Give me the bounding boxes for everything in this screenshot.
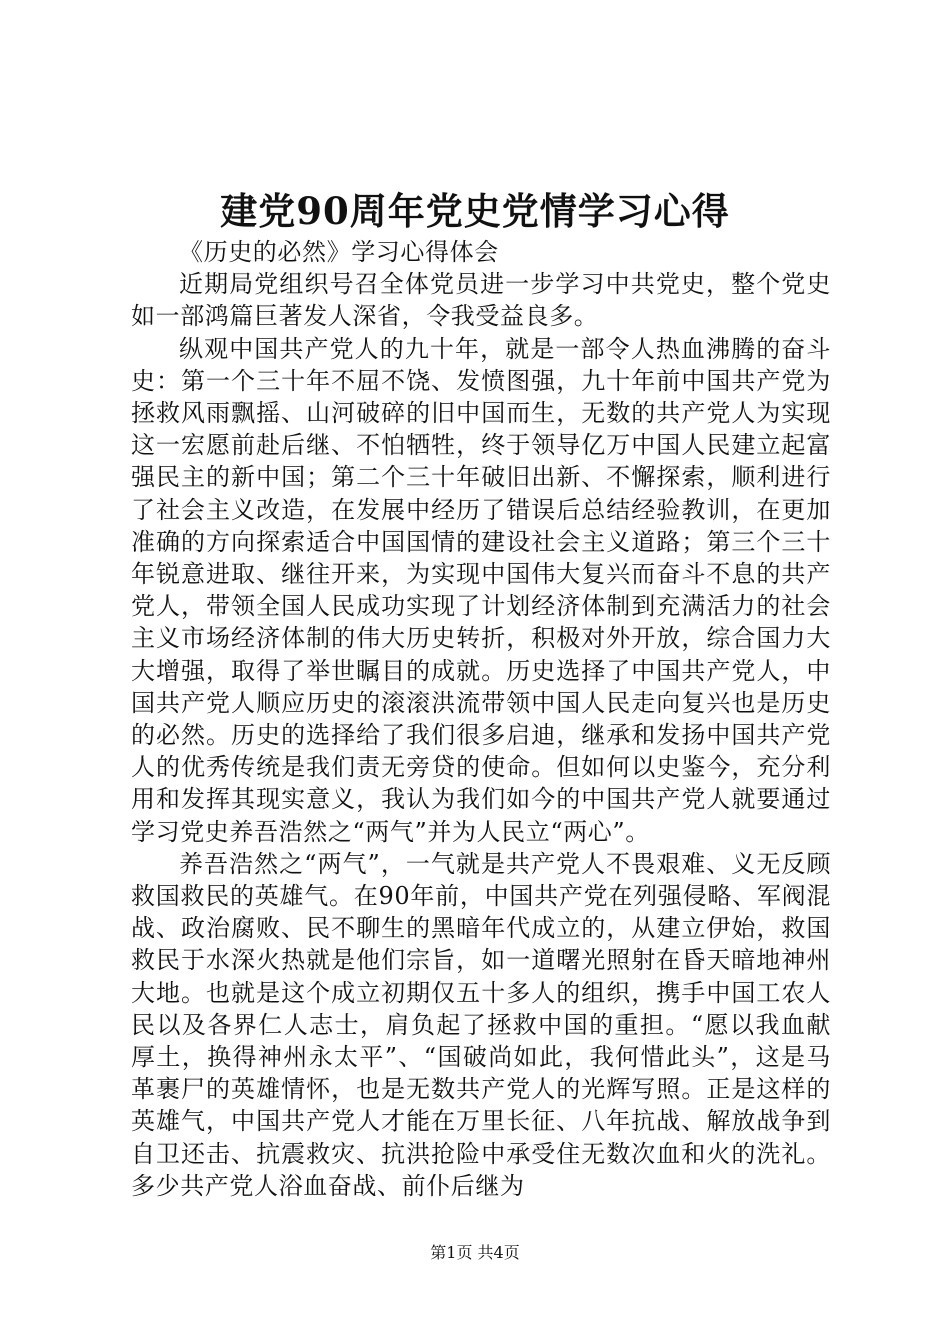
paragraph-1: 近期局党组织号召全体党员进一步学习中共党史，整个党史如一部鸿篇巨著发人深省，令我受益良多。 (131, 270, 831, 331)
paragraph-2: 纵观中国共产党人的九十年，就是一部令人热血沸腾的奋斗史：第一个三十年不屈不饶、发愤图强，九十年前中国共产党为拯救风雨飘摇、山河破碎的旧中国而生，无数的共产党人为实现这一宏愿前赴后继、不怕牺牲，终于领导亿万中国人民建立起富强民主的新中国；第二个三十年破旧出新、不懈探索，顺利进行了社会主义改造，在发展中经历了错误后总结经验教训，在更加准确的方向探索适合中国国情的建设社会主义道路；第三个三十年锐意进取、继往开来，为实现中国伟大复兴而奋斗不息的共产党人，带领全国人民成功实现了计划经济体制到充满活力的社会主义市场经济体制的伟大历史转折，积极对外开放，综合国力大大增强，取得了举世瞩目的成就。历史选择了中国共产党人，中国共产党人顺应历史的滚滚洪流带领中国人民走向复兴也是历史的必然。历史的选择给了我们很多启迪，继承和发扬中国共产党人的优秀传统是我们责无旁贷的使命。但如何以史鉴今，充分利用和发挥其现实意义，我认为我们如今的中国共产党人就要通过学习党史养吾浩然之“两气”并为人民立“两心”。 (131, 334, 831, 846)
document-subheading: 《历史的必然》学习心得体会 (179, 238, 499, 266)
document-title: 建党90周年党史党情学习心得 (220, 189, 730, 233)
document-body (131, 236, 831, 1202)
paragraph-3: 养吾浩然之“两气”，一气就是共产党人不畏艰难、义无反顾救国救民的英雄气。在90年前，中国共产党在列强侵略、军阀混战、政治腐败、民不聊生的黑暗年代成立的，从建立伊始，救国救民于水深火热就是他们宗旨，如一道曙光照射在昏天暗地神州大地。也就是这个成立初期仅五十多人的组织，携手中国工农人民以及各界仁人志士，肩负起了拯救中国的重担。“愿以我血献厚土，换得神州永太平”、“国破尚如此，我何惜此头”，这是马革裹尸的英雄情怀，也是无数共产党人的光辉写照。正是这样的英雄气，中国共产党人才能在万里长征、八年抗战、解放战争到自卫还击、抗震救灾、抗洪抢险中承受住无数次血和火的洗礼。多少共产党人浴血奋战、前仆后继为 (131, 849, 831, 1200)
page-number-footer: 第1页 共4页 (430, 1243, 520, 1262)
